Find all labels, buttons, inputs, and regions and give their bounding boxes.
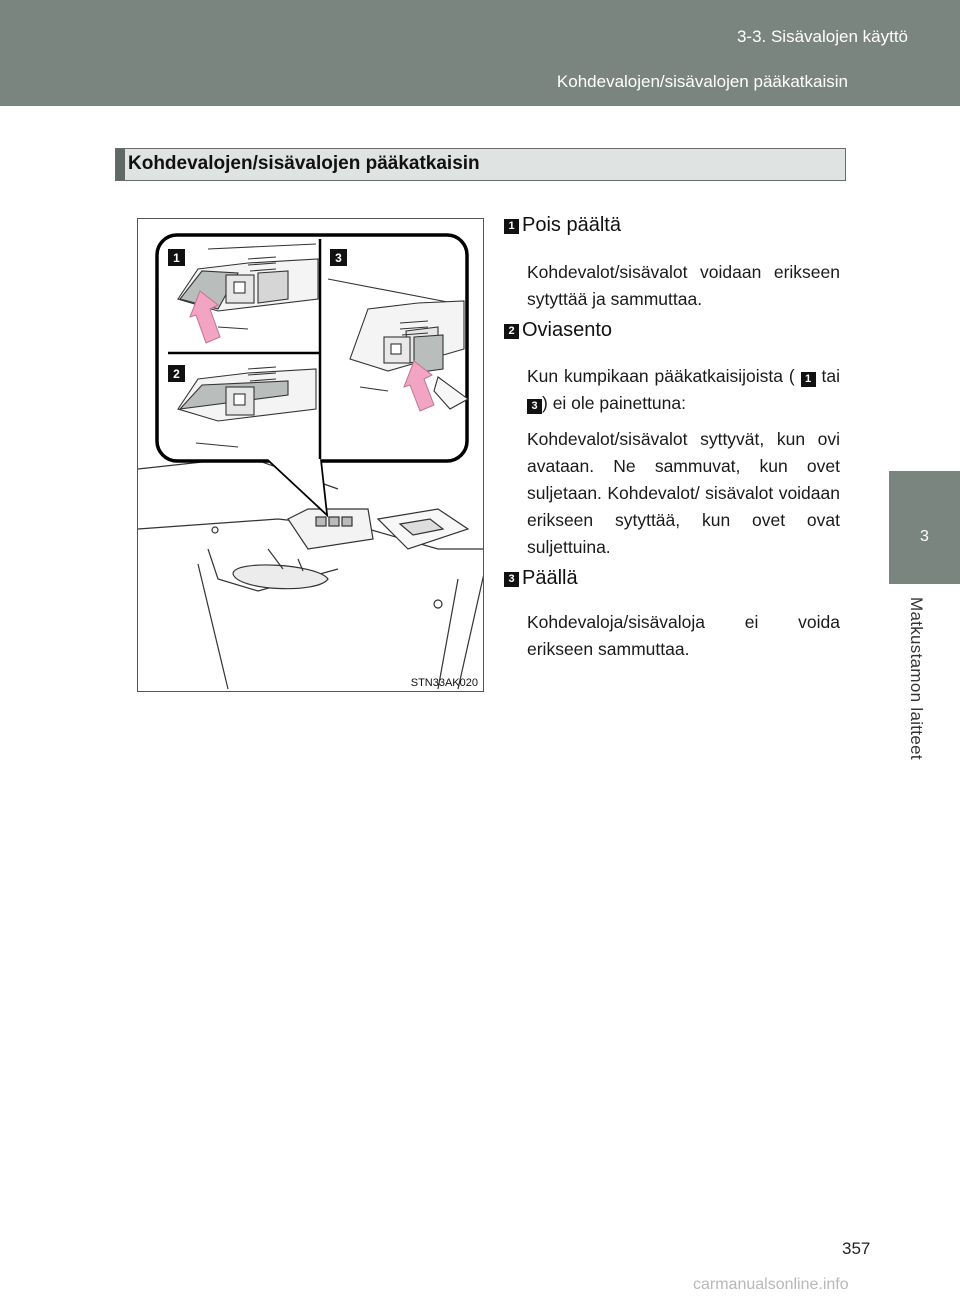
chapter-tab-number: 3: [920, 528, 929, 545]
item-1-text: Kohdevalot/sisävalot voidaan erikseen sytyttää ja sammuttaa.: [527, 262, 840, 309]
item-2-ref-b: 3: [527, 399, 542, 414]
watermark: carmanualsonline.info: [693, 1276, 849, 1293]
item-1-title: Pois päältä: [522, 214, 621, 236]
callout-2-label: 2: [173, 367, 180, 381]
item-2-intro-mid: tai: [821, 366, 840, 386]
item-2-title: Oviasento: [522, 319, 613, 341]
figure-overhead-console: [137, 218, 484, 692]
item-1-heading: [504, 214, 621, 237]
chapter-title: 3-3. Sisävalojen käyttö: [736, 27, 908, 46]
item-2-description: Kohdevalot/sisävalot syttyvät, kun ovi avataan. Ne sammuvat, kun ovet suljetaan. Kohdevalot/ sisävalot voidaan erikseen sytyttää, kun ovet ovat suljettuina.: [527, 429, 840, 557]
item-1-badge: 1: [504, 219, 519, 234]
item-2-intro-post: ) ei ole painettuna:: [542, 393, 686, 413]
page-number: 357: [842, 1239, 871, 1258]
item-3-text: Kohdevaloja/sisävaloja ei voida erikseen sammuttaa.: [527, 612, 840, 659]
item-2-intro: [527, 363, 840, 417]
item-2-badge: 2: [504, 324, 519, 339]
callout-3-label: 3: [335, 251, 342, 265]
chapter-tab-label: Matkustamon laitteet: [907, 597, 926, 760]
item-3-heading: [504, 567, 578, 590]
section-header: Kohdevalojen/sisävalojen pääkatkaisin: [556, 72, 848, 91]
section-title: Kohdevalojen/sisävalojen pääkatkaisin: [128, 153, 480, 174]
item-2-intro-pre: Kun kumpikaan pääkatkaisijoista (: [527, 366, 795, 386]
item-3-title: Päällä: [522, 567, 578, 589]
figure-code: STN33AK020: [410, 677, 478, 689]
item-2-ref-a: 1: [801, 372, 816, 387]
section-accent: [116, 149, 125, 180]
callout-1-label: 1: [173, 251, 180, 265]
item-2-heading: [504, 319, 612, 342]
item-3-badge: 3: [504, 572, 519, 587]
illustration: [138, 219, 484, 692]
